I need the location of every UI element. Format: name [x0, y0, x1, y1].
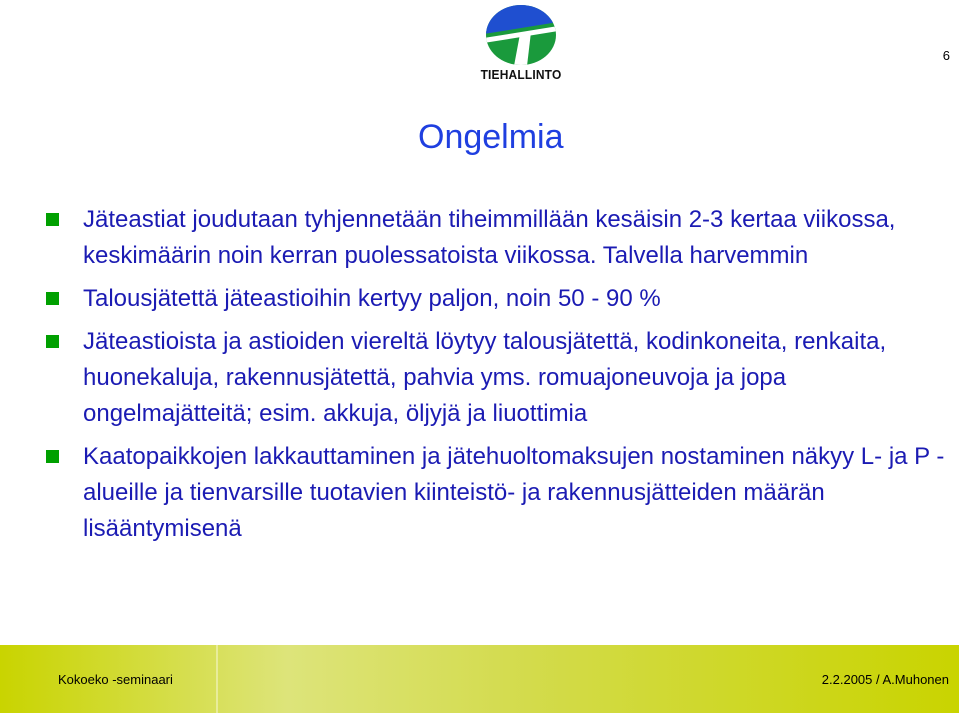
- square-bullet-icon: [46, 450, 59, 463]
- footer-event-name: Kokoeko -seminaari: [58, 672, 173, 687]
- slide-number: 6: [942, 48, 950, 63]
- bullet-item: [46, 202, 946, 274]
- bullet-item: [46, 439, 946, 547]
- bullet-list: [46, 202, 946, 554]
- footer-bar: [0, 645, 959, 713]
- footer-divider: [216, 645, 218, 713]
- bullet-text: Jäteastioista ja astioiden viereltä löytyy talousjätettä, kodinkoneita, renkaita, huonekaluja, rakennusjätettä, pahvia yms. romuajoneuvoja ja jopa ongelmajätteitä; esim. akkuja, öljyjä ja liuottimia: [83, 328, 887, 427]
- bullet-text: Talousjätettä jäteastioihin kertyy paljon, noin 50 - 90 %: [83, 285, 661, 312]
- square-bullet-icon: [46, 335, 59, 348]
- bullet-text: Jäteastiat joudutaan tyhjennetään tiheimmillään kesäisin 2-3 kertaa viikossa, keskimäärin noin kerran puolessatoista viikossa. Talvella harvemmin: [83, 206, 896, 269]
- bullet-item: [46, 281, 946, 317]
- footer-date-author: 2.2.2005 / A.Muhonen: [821, 672, 949, 687]
- bullet-item: [46, 324, 946, 432]
- tiehallinto-logo: [466, 4, 576, 84]
- bullet-text: Kaatopaikkojen lakkauttaminen ja jätehuoltomaksujen nostaminen näkyy L- ja P -alueille ja tienvarsille tuotavien kiinteistö- ja rakennusjätteiden määrän lisääntymisenä: [83, 443, 945, 542]
- square-bullet-icon: [46, 213, 59, 226]
- tiehallinto-emblem-icon: [484, 4, 558, 66]
- logo-text: TIEHALLINTO: [480, 67, 562, 82]
- square-bullet-icon: [46, 292, 59, 305]
- slide-title: Ongelmia: [418, 118, 564, 156]
